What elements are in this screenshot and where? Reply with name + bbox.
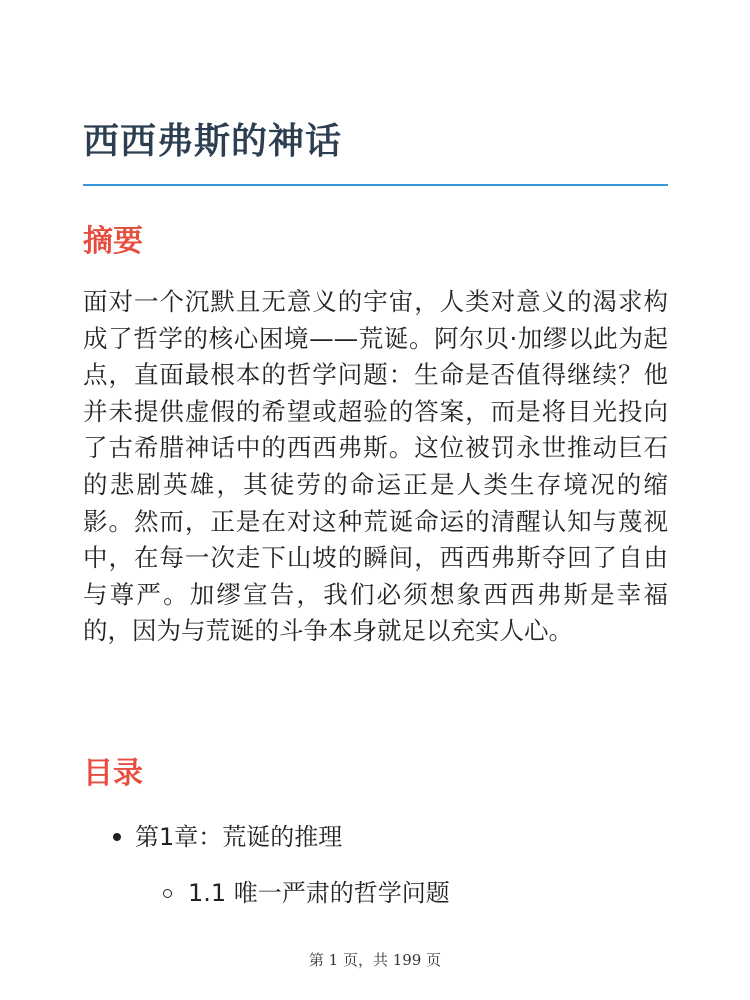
toc-item-section-1-1[interactable] (163, 876, 450, 910)
page-title: 西西弗斯的神话 (83, 121, 343, 162)
title-divider (83, 184, 668, 186)
abstract-heading: 摘要 (83, 224, 143, 259)
page-footer: 第 1 页，共 199 页 (308, 951, 442, 969)
toc-item-label: 1.1 唯一严肃的哲学问题 (188, 879, 450, 907)
toc-item-chapter-1[interactable] (113, 820, 342, 854)
toc-item-label: 第1章：荒诞的推理 (135, 823, 343, 851)
toc-heading: 目录 (83, 756, 143, 791)
abstract-body: 面对一个沉默且无意义的宇宙，人类对意义的渴求构成了哲学的核心困境——荒诞。阿尔贝·加缪以此为起点，直面最根本的哲学问题：生命是否值得继续？他并未提供虚假的希望或超验的答案，而是将目光投向了古希腊神话中的西西弗斯。这位被罚永世推动巨石的悲剧英雄，其徒劳的命运正是人类生存境况的缩影。然而，正是在对这种荒诞命运的清醒认知与蔑视中，在每一次走下山坡的瞬间，西西弗斯夺回了自由与尊严。加缪宣告，我们必须想象西西弗斯是幸福的，因为与荒诞的斗争本身就足以充实人心。 (83, 287, 668, 646)
bullet-circle-icon (163, 889, 172, 898)
bullet-disc-icon (113, 833, 121, 841)
